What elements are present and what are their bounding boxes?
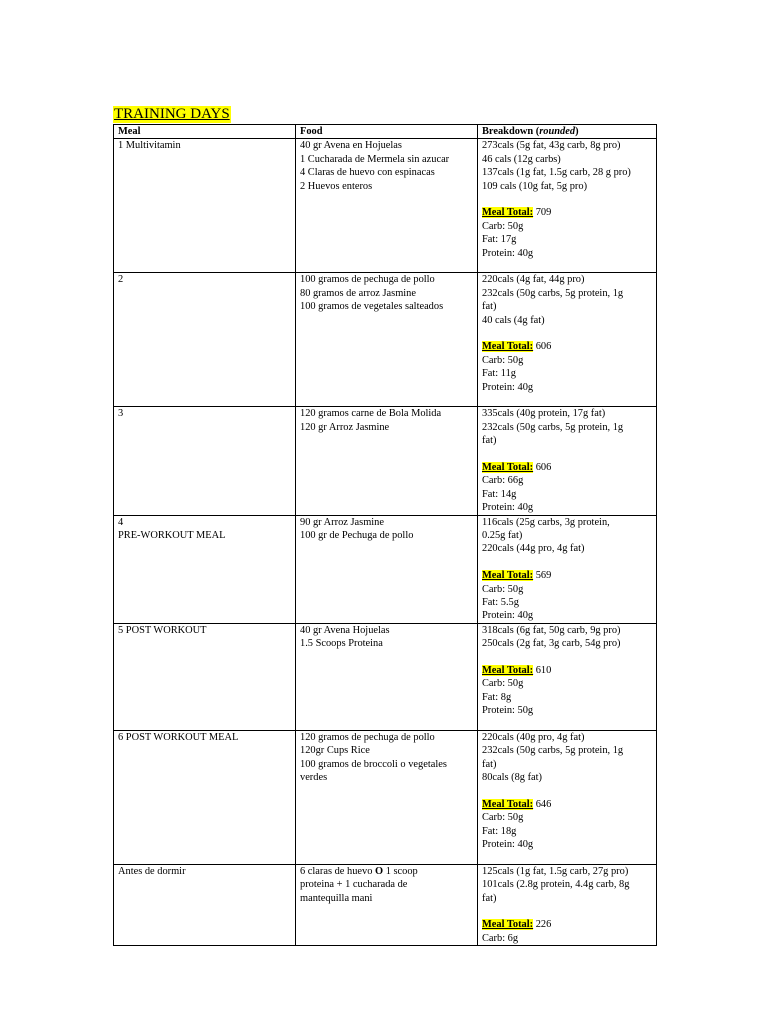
food-item-part: 6 claras de huevo bbox=[300, 865, 376, 877]
meal-cell bbox=[114, 139, 296, 273]
meal-total-value: 709 bbox=[533, 207, 552, 219]
meal-total bbox=[482, 461, 652, 474]
meal-total-label: Meal Total: bbox=[482, 919, 534, 931]
meal-cell bbox=[114, 623, 296, 730]
breakdown-line: 232cals (50g carbs, 5g protein, 1g bbox=[482, 745, 624, 757]
table-row bbox=[114, 407, 657, 515]
food-item: 100 gramos de pechuga de pollo bbox=[300, 274, 435, 286]
food-item: 90 gr Arroz Jasmine bbox=[300, 516, 384, 528]
food-item: 1.5 Scoops Proteina bbox=[300, 638, 383, 650]
meal-total-label: Meal Total: bbox=[482, 570, 534, 582]
meal-total-label: Meal Total: bbox=[482, 207, 534, 219]
food-cell bbox=[296, 730, 478, 864]
meal-cell bbox=[114, 515, 296, 623]
food-item: 1 Cucharada de Mermela sin azucar bbox=[300, 153, 450, 165]
header-breakdown bbox=[478, 125, 657, 139]
spacer bbox=[482, 785, 652, 798]
breakdown-line: 80cals (8g fat) bbox=[482, 772, 543, 784]
breakdown-cell bbox=[478, 139, 657, 273]
header-meal: Meal bbox=[114, 125, 296, 139]
meal-total bbox=[482, 798, 652, 811]
macro-line: Carb: 50g bbox=[482, 583, 524, 595]
breakdown-cell bbox=[478, 515, 657, 623]
food-item: 100 gramos de vegetales salteados bbox=[300, 301, 444, 313]
table-header-row bbox=[114, 125, 657, 139]
breakdown-line: 116cals (25g carbs, 3g protein, bbox=[482, 516, 610, 528]
breakdown-cell bbox=[478, 273, 657, 407]
food-item: 80 gramos de arroz Jasmine bbox=[300, 287, 416, 299]
meal-total bbox=[482, 340, 652, 353]
food-cell bbox=[296, 407, 478, 515]
breakdown-cell bbox=[478, 730, 657, 864]
breakdown-line: fat) bbox=[482, 758, 497, 770]
meal-name: 4 bbox=[118, 516, 124, 528]
meal-cell bbox=[114, 864, 296, 945]
breakdown-line: 220cals (4g fat, 44g pro) bbox=[482, 274, 585, 286]
breakdown-line: fat) bbox=[482, 301, 497, 313]
meal-total-value: 569 bbox=[533, 570, 552, 582]
breakdown-line: 273cals (5g fat, 43g carb, 8g pro) bbox=[482, 140, 621, 152]
food-item bbox=[300, 865, 473, 878]
food-item: mantequilla mani bbox=[300, 892, 373, 904]
macro-line: Protein: 40g bbox=[482, 610, 534, 622]
table-row bbox=[114, 515, 657, 623]
macro-line: Fat: 14g bbox=[482, 488, 517, 500]
macro-line: Protein: 40g bbox=[482, 381, 534, 393]
breakdown-line: fat) bbox=[482, 892, 497, 904]
breakdown-line: 109 cals (10g fat, 5g pro) bbox=[482, 180, 588, 192]
table-row bbox=[114, 864, 657, 945]
food-cell bbox=[296, 623, 478, 730]
meal-name: 2 bbox=[118, 274, 124, 286]
meal-total bbox=[482, 569, 652, 582]
spacer bbox=[482, 905, 652, 918]
macro-line: Carb: 66g bbox=[482, 475, 524, 487]
food-item: 40 gr Avena Hojuelas bbox=[300, 624, 390, 636]
macro-line: Protein: 40g bbox=[482, 502, 534, 514]
food-item-part: 1 scoop bbox=[383, 865, 418, 877]
meal-total-value: 646 bbox=[533, 798, 552, 810]
macro-line: Fat: 5.5g bbox=[482, 597, 519, 609]
macro-line: Carb: 6g bbox=[482, 932, 519, 944]
food-cell bbox=[296, 864, 478, 945]
macro-line: Fat: 11g bbox=[482, 368, 516, 380]
spacer bbox=[482, 448, 652, 461]
breakdown-line: 46 cals (12g carbs) bbox=[482, 153, 561, 165]
breakdown-line: 220cals (40g pro, 4g fat) bbox=[482, 731, 585, 743]
macro-line: Protein: 40g bbox=[482, 247, 534, 259]
header-breakdown-label: Breakdown ( bbox=[482, 126, 540, 137]
meal-total-value: 226 bbox=[533, 919, 552, 931]
meal-cell bbox=[114, 273, 296, 407]
food-item: 4 Claras de huevo con espinacas bbox=[300, 167, 435, 179]
meal-total-label: Meal Total: bbox=[482, 462, 534, 474]
header-breakdown-italic: rounded bbox=[539, 126, 576, 137]
meal-total-label: Meal Total: bbox=[482, 665, 534, 677]
spacer bbox=[482, 327, 652, 340]
breakdown-line: 137cals (1g fat, 1.5g carb, 28 g pro) bbox=[482, 167, 631, 179]
food-item: 120 gramos carne de Bola Molida bbox=[300, 408, 442, 420]
macro-line: Protein: 50g bbox=[482, 705, 534, 717]
macro-line: Carb: 50g bbox=[482, 354, 524, 366]
breakdown-cell bbox=[478, 407, 657, 515]
meal-total-value: 606 bbox=[533, 462, 552, 474]
meal-total-value: 606 bbox=[533, 341, 552, 353]
meal-total-label: Meal Total: bbox=[482, 341, 534, 353]
spacer bbox=[482, 556, 652, 569]
macro-line: Fat: 18g bbox=[482, 825, 517, 837]
macro-line: Fat: 17g bbox=[482, 234, 517, 246]
meal-total bbox=[482, 206, 652, 219]
meal-total bbox=[482, 918, 652, 931]
breakdown-line: 40 cals (4g fat) bbox=[482, 314, 545, 326]
food-item: verdes bbox=[300, 772, 328, 784]
meal-name: 5 POST WORKOUT bbox=[118, 624, 207, 636]
breakdown-line: fat) bbox=[482, 435, 497, 447]
table-row bbox=[114, 273, 657, 407]
breakdown-line: 232cals (50g carbs, 5g protein, 1g bbox=[482, 287, 624, 299]
macro-line: Fat: 8g bbox=[482, 691, 512, 703]
macro-line: Carb: 50g bbox=[482, 678, 524, 690]
meal-name: Antes de dormir bbox=[118, 865, 186, 877]
food-item: 2 Huevos enteros bbox=[300, 180, 373, 192]
table-row bbox=[114, 623, 657, 730]
food-cell bbox=[296, 139, 478, 273]
header-breakdown-close: ) bbox=[575, 126, 579, 137]
table-row bbox=[114, 139, 657, 273]
food-item: proteina + 1 cucharada de bbox=[300, 879, 408, 891]
food-cell bbox=[296, 273, 478, 407]
page-title: TRAINING DAYS bbox=[114, 106, 230, 122]
food-item: 120gr Cups Rice bbox=[300, 745, 370, 757]
spacer bbox=[482, 651, 652, 664]
food-item: 120 gr Arroz Jasmine bbox=[300, 421, 390, 433]
breakdown-line: 318cals (6g fat, 50g carb, 9g pro) bbox=[482, 624, 621, 636]
meal-name: 6 POST WORKOUT MEAL bbox=[118, 731, 239, 743]
meal-name: PRE-WORKOUT MEAL bbox=[118, 530, 226, 542]
macro-line: Protein: 40g bbox=[482, 839, 534, 851]
breakdown-cell bbox=[478, 864, 657, 945]
meal-total-value: 610 bbox=[533, 665, 552, 677]
breakdown-line: 335cals (40g protein, 17g fat) bbox=[482, 408, 606, 420]
meal-plan-table bbox=[113, 124, 657, 946]
meal-name: 1 Multivitamin bbox=[118, 140, 181, 152]
food-cell bbox=[296, 515, 478, 623]
breakdown-line: 220cals (44g pro, 4g fat) bbox=[482, 543, 585, 555]
meal-cell bbox=[114, 730, 296, 864]
meal-total-label: Meal Total: bbox=[482, 798, 534, 810]
meal-total bbox=[482, 664, 652, 677]
meal-name: 3 bbox=[118, 408, 124, 420]
table-row bbox=[114, 730, 657, 864]
breakdown-line: 250cals (2g fat, 3g carb, 54g pro) bbox=[482, 638, 621, 650]
spacer bbox=[482, 193, 652, 206]
food-item: 120 gramos de pechuga de pollo bbox=[300, 731, 435, 743]
breakdown-line: 125cals (1g fat, 1.5g carb, 27g pro) bbox=[482, 865, 629, 877]
food-item-or: O bbox=[375, 865, 384, 877]
breakdown-line: 0.25g fat) bbox=[482, 530, 523, 542]
food-item: 100 gramos de broccoli o vegetales bbox=[300, 758, 447, 770]
food-item: 100 gr de Pechuga de pollo bbox=[300, 530, 414, 542]
food-item: 40 gr Avena en Hojuelas bbox=[300, 140, 402, 152]
breakdown-cell bbox=[478, 623, 657, 730]
macro-line: Carb: 50g bbox=[482, 812, 524, 824]
breakdown-line: 232cals (50g carbs, 5g protein, 1g bbox=[482, 421, 624, 433]
breakdown-line: 101cals (2.8g protein, 4.4g carb, 8g bbox=[482, 879, 630, 891]
meal-cell bbox=[114, 407, 296, 515]
macro-line: Carb: 50g bbox=[482, 220, 524, 232]
header-food: Food bbox=[296, 125, 478, 139]
